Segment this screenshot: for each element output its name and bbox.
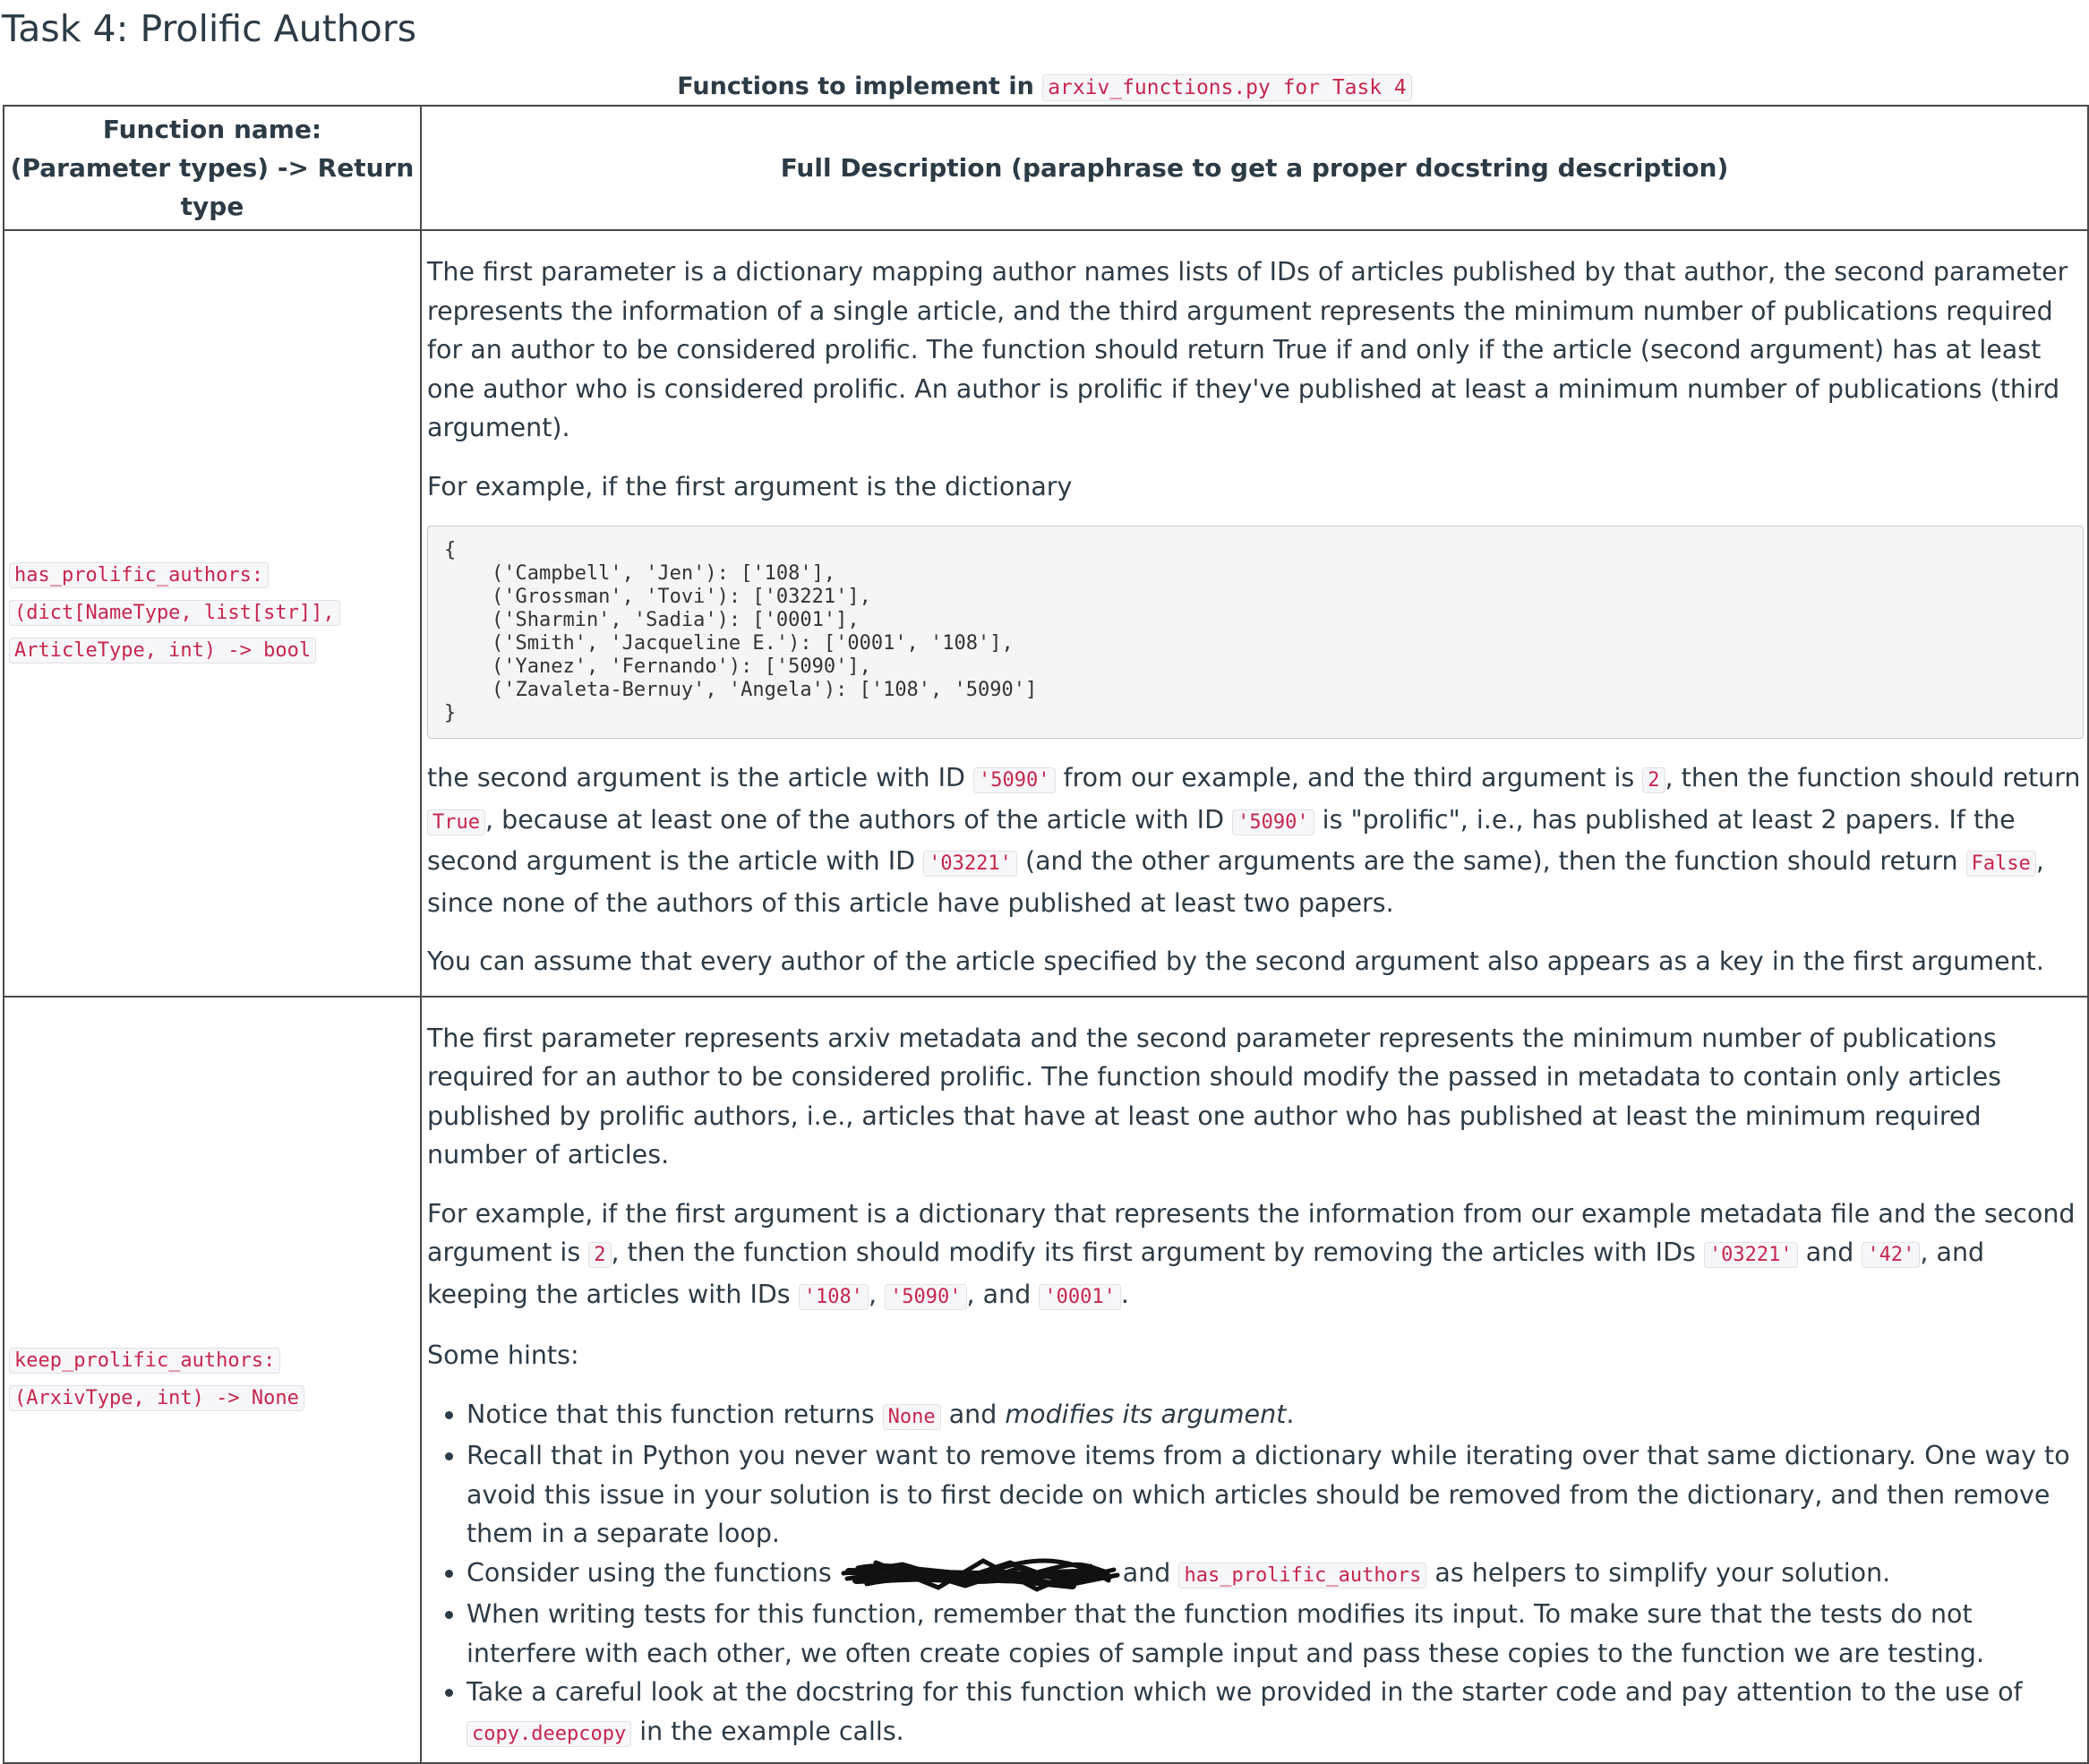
inline-code: 2 <box>1642 767 1665 793</box>
text-span: and <box>1122 1557 1179 1588</box>
hint-item <box>467 1395 2084 1437</box>
dictionary-code-block: { ('Campbell', 'Jen'): ['108'], ('Grossman', 'Tovi'): ['03221'], ('Sharmin', 'Sadia'): ['0001'], ('Smith', 'Jacqueline E.'): ['0001', '108'], ('Yanez', 'Fernando'): ['5090'], ('Zavaleta-Bernuy', 'Angela'): ['108', '5090'] } <box>427 526 2084 739</box>
text-span: Consider using the functions <box>467 1557 840 1588</box>
text-span: , <box>868 1279 886 1309</box>
inline-code: None <box>883 1404 941 1430</box>
text-span: Notice that this function returns <box>467 1399 883 1429</box>
hint-item <box>467 1554 2084 1596</box>
inline-code: has_prolific_authors <box>1178 1563 1426 1588</box>
function-params-code: (dict[NameType, list[str]], <box>9 600 340 626</box>
inline-code: '03221' <box>1704 1242 1798 1268</box>
text-span: the second argument is the article with ID <box>427 763 974 792</box>
text-span: (and the other arguments are the same), then the function should return <box>1016 846 1966 876</box>
description-paragraph: The first parameter is a dictionary mapping author names lists of IDs of articles published by that author, the second parameter represents the information of a single article, and the third argument represents the minimum number of publications required for an author to be considered prolific. The function should return True if and only if the article (second argument) has at least one author who is considered prolific. An author is prolific if they've published at least a minimum number of publications (third argument). <box>427 257 2068 442</box>
function-name-code: has_prolific_authors: <box>9 562 269 588</box>
hints-label: Some hints: <box>427 1340 579 1370</box>
header-description: Full Description (paraphrase to get a proper docstring description) <box>421 106 2088 230</box>
function-signature-cell <box>4 997 421 1764</box>
hint-item: • When writing tests for this function, remember that the function modifies its input. To make sure that the tests do not interfere with each other, we often create copies of sample input and pass these copies to the function we are testing. <box>467 1595 2084 1673</box>
emphasis-text: modifies its argument <box>1005 1399 1287 1429</box>
text-span: , then the function should modify its first argument by removing the articles with IDs <box>611 1237 1704 1267</box>
page-title: Task 4: Prolific Authors <box>2 7 417 50</box>
table-row-has-prolific-authors <box>4 230 2088 997</box>
text-span: For example, if the first argument is a dictionary that represents the information from our example metadata file and the second argument is <box>427 1198 2076 1267</box>
header-function-line1: Function name: <box>102 115 322 144</box>
header-function <box>4 106 421 230</box>
function-return-code: ArticleType, int) -> bool <box>9 638 316 664</box>
scribble-graphic <box>840 1545 1123 1604</box>
inline-code: '03221' <box>923 851 1017 877</box>
text-span: as helpers to simplify your solution. <box>1426 1557 1891 1588</box>
function-name-code: keep_prolific_authors: <box>9 1348 280 1374</box>
inline-code: '42' <box>1862 1242 1920 1268</box>
description-paragraph <box>427 1195 2084 1317</box>
text-span: . <box>1120 1279 1129 1309</box>
description-paragraph: For example, if the first argument is the dictionary <box>427 471 1073 501</box>
table-header-row <box>4 106 2088 230</box>
hint-item: • Recall that in Python you never want to remove items from a dictionary while iterating over that same dictionary. One way to avoid this issue in your solution is to first decide on which articles should be removed from the dictionary, and then remove them in a separate loop. <box>467 1436 2084 1554</box>
text-span: and <box>940 1399 1006 1429</box>
text-span: . <box>1286 1399 1295 1429</box>
inline-code: True <box>427 809 485 835</box>
description-cell <box>421 997 2088 1764</box>
text-span: , and keeping the articles with IDs <box>427 1237 1985 1309</box>
text-span: , and <box>966 1279 1040 1309</box>
description-paragraph: You can assume that every author of the article specified by the second argument also appears as a key in the first argument. <box>427 946 2044 976</box>
caption-text: Functions to implement in <box>677 73 1034 100</box>
inline-code: 2 <box>588 1242 611 1268</box>
text-span: , then the function should return <box>1665 763 2081 792</box>
description-paragraph: The first parameter represents arxiv metadata and the second parameter represents the minimum number of publications required for an author to be considered prolific. The function should modify the passed in metadata to contain only articles published by prolific authors, i.e., articles that have at least one author who has published at least the minimum required number of articles. <box>427 1023 2001 1169</box>
function-signature-cell <box>4 230 421 997</box>
text-span: from our example, and the third argument is <box>1055 763 1643 792</box>
hints-list <box>427 1395 2084 1754</box>
redaction-scribble <box>840 1561 1123 1588</box>
table-caption <box>0 66 2089 108</box>
text-span: and <box>1797 1237 1862 1267</box>
text-span: in the example calls. <box>631 1716 904 1746</box>
inline-code: False <box>1966 851 2036 877</box>
text-span: is "prolific", i.e., has published at least 2 papers. If the second argument is the article with ID <box>427 804 2016 876</box>
hint-item <box>467 1673 2084 1753</box>
function-signature-code: (ArxivType, int) -> None <box>9 1385 304 1411</box>
header-function-line2: (Parameter types) -> Return type <box>10 153 415 221</box>
inline-code: copy.deepcopy <box>467 1721 631 1747</box>
functions-table <box>3 105 2089 1764</box>
inline-code: '108' <box>799 1284 869 1310</box>
inline-code: '5090' <box>885 1284 966 1310</box>
inline-code: '0001' <box>1039 1284 1120 1310</box>
table-row-keep-prolific-authors <box>4 997 2088 1764</box>
description-cell <box>421 230 2088 997</box>
description-paragraph <box>427 758 2084 922</box>
text-span: , because at least one of the authors of the article with ID <box>484 804 1233 835</box>
text-span: , since none of the authors of this article have published at least two papers. <box>427 846 2044 918</box>
text-span: Take a careful look at the docstring for this function which we provided in the starter code and pay attention to the use of <box>467 1677 2023 1707</box>
inline-code: '5090' <box>973 767 1055 793</box>
caption-filename-code: arxiv_functions.py for Task 4 <box>1042 74 1411 101</box>
inline-code: '5090' <box>1232 809 1314 835</box>
